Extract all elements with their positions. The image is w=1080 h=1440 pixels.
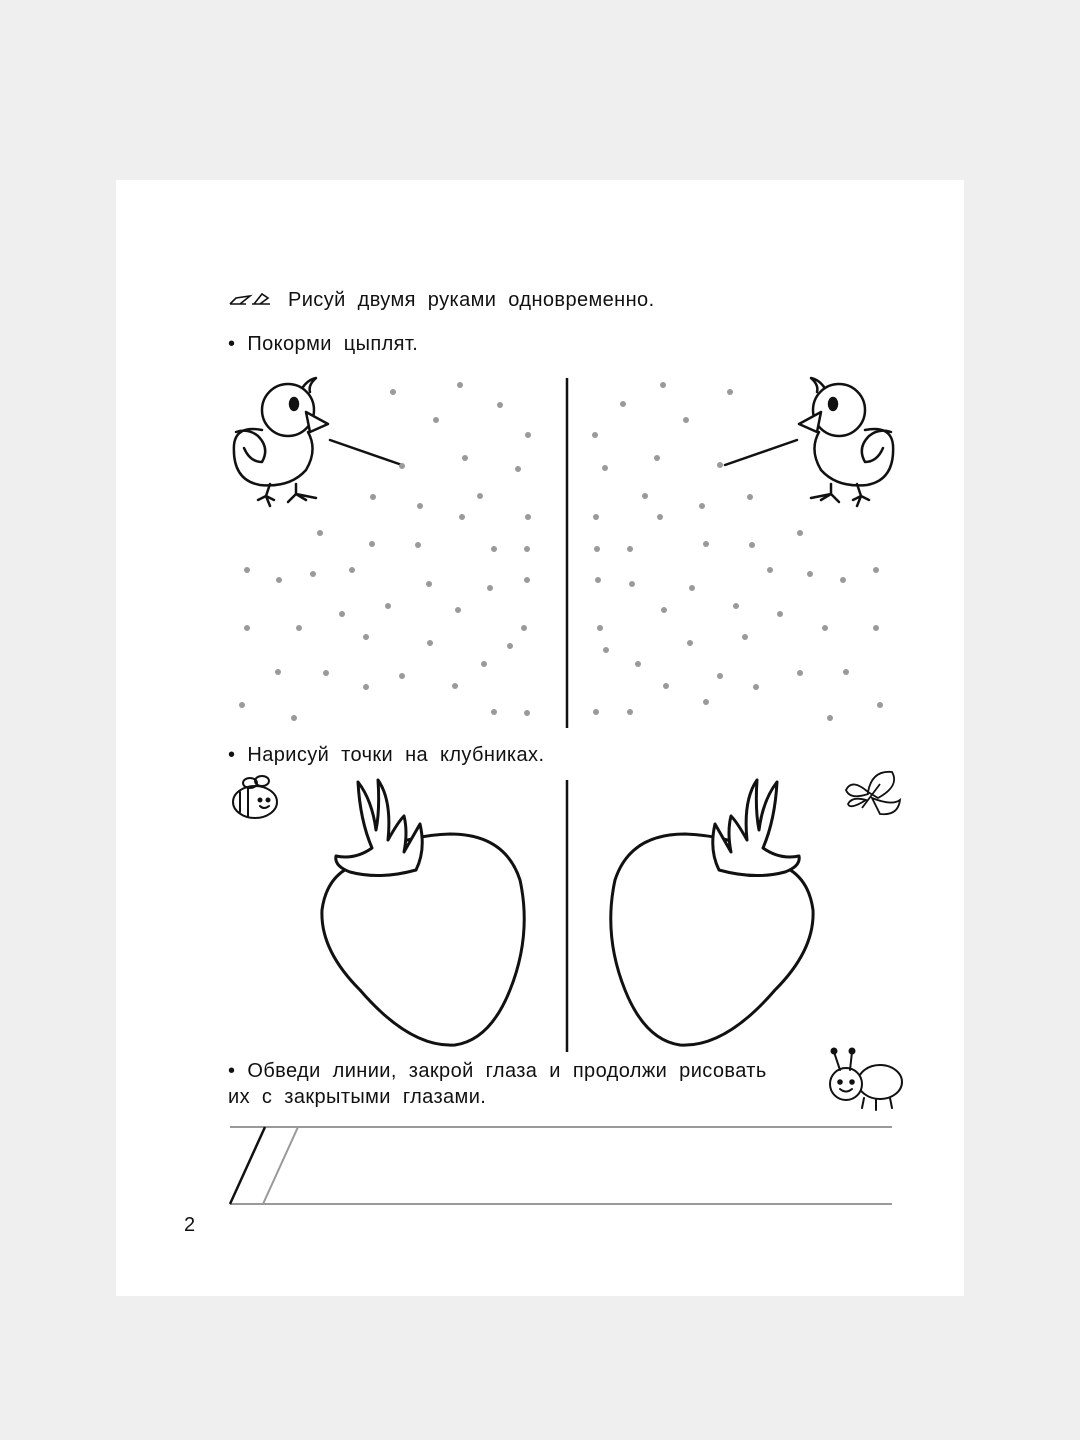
- grain-dot: [481, 661, 487, 667]
- grain-dot: [683, 417, 689, 423]
- grain-dot: [620, 401, 626, 407]
- grain-dot: [491, 546, 497, 552]
- grain-dot: [660, 382, 666, 388]
- grain-dot: [733, 603, 739, 609]
- grain-dot: [525, 432, 531, 438]
- grain-dot: [749, 542, 755, 548]
- grain-dot: [629, 581, 635, 587]
- grain-dot: [370, 494, 376, 500]
- grain-dot: [291, 715, 297, 721]
- grain-dot: [827, 715, 833, 721]
- grain-dot: [840, 577, 846, 583]
- grain-dot: [310, 571, 316, 577]
- header-instruction: Рисуй двумя руками одновременно.: [288, 289, 655, 311]
- trace-line-light: [263, 1127, 298, 1204]
- grain-dot: [593, 709, 599, 715]
- grain-dot: [487, 585, 493, 591]
- grain-dot: [417, 503, 423, 509]
- grain-dot: [843, 669, 849, 675]
- grain-dot: [385, 603, 391, 609]
- grain-dot: [873, 567, 879, 573]
- grain-dot: [873, 625, 879, 631]
- grain-dot: [524, 710, 530, 716]
- grain-dot: [459, 514, 465, 520]
- grain-dot: [777, 611, 783, 617]
- grain-dot: [455, 607, 461, 613]
- grain-dot: [363, 634, 369, 640]
- grain-dot: [654, 455, 660, 461]
- grain-dot: [594, 546, 600, 552]
- trace-line-dark: [230, 1127, 265, 1204]
- grain-dot: [399, 463, 405, 469]
- grain-dot: [452, 683, 458, 689]
- chick-icon: [725, 378, 893, 506]
- grain-dot: [593, 514, 599, 520]
- grain-dot: [525, 514, 531, 520]
- grain-dot: [497, 402, 503, 408]
- grain-dot: [426, 581, 432, 587]
- grain-dot: [717, 462, 723, 468]
- ant-icon: [830, 1049, 902, 1111]
- grain-dot: [657, 514, 663, 520]
- grain-dot: [797, 670, 803, 676]
- bee-icon: [233, 776, 277, 818]
- grain-dot: [521, 625, 527, 631]
- grain-dot: [339, 611, 345, 617]
- page-number: 2: [184, 1214, 196, 1236]
- grain-dot: [317, 530, 323, 536]
- grain-dot: [457, 382, 463, 388]
- grain-dot: [349, 567, 355, 573]
- grain-dot: [524, 546, 530, 552]
- grain-dot: [699, 503, 705, 509]
- strawberry-right: [611, 780, 813, 1045]
- grain-dot: [595, 577, 601, 583]
- grain-dot: [244, 567, 250, 573]
- grain-dot: [507, 643, 513, 649]
- grain-dot: [703, 699, 709, 705]
- grain-dot: [635, 661, 641, 667]
- grain-dot: [742, 634, 748, 640]
- grain-dot: [753, 684, 759, 690]
- grain-dot: [427, 640, 433, 646]
- grain-dot: [767, 567, 773, 573]
- grain-dot: [239, 702, 245, 708]
- grain-dot: [627, 709, 633, 715]
- grain-dot: [687, 640, 693, 646]
- grain-dot: [747, 494, 753, 500]
- grain-dot: [399, 673, 405, 679]
- grain-dot: [296, 625, 302, 631]
- grain-dot: [603, 647, 609, 653]
- grain-dot: [703, 541, 709, 547]
- grain-dot: [363, 684, 369, 690]
- grain-dot: [717, 673, 723, 679]
- task-trace-lines-label-1: • Обведи линии, закрой глаза и продолжи рисовать: [228, 1057, 767, 1085]
- chick-icon: [234, 378, 402, 506]
- grain-dot: [515, 466, 521, 472]
- grain-dot: [433, 417, 439, 423]
- grain-dot: [275, 669, 281, 675]
- task-trace-lines-label-2: их с закрытыми глазами.: [228, 1086, 487, 1108]
- grain-dot: [369, 541, 375, 547]
- grain-dot: [462, 455, 468, 461]
- strawberry-left: [322, 780, 524, 1045]
- grain-dot: [491, 709, 497, 715]
- grain-dot: [663, 683, 669, 689]
- grain-dot: [415, 542, 421, 548]
- task-feed-chicks-label: • Покорми цыплят.: [228, 330, 418, 358]
- grain-dot: [597, 625, 603, 631]
- grain-dot: [627, 546, 633, 552]
- grain-dot: [592, 432, 598, 438]
- trace-lines-area: [230, 1127, 892, 1204]
- grain-dot: [323, 670, 329, 676]
- grain-dot: [642, 493, 648, 499]
- grain-dot: [661, 607, 667, 613]
- grain-dot: [276, 577, 282, 583]
- grain-dots: [239, 382, 883, 721]
- grain-dot: [602, 465, 608, 471]
- grain-dot: [689, 585, 695, 591]
- grain-dot: [877, 702, 883, 708]
- grain-dot: [477, 493, 483, 499]
- grain-dot: [822, 625, 828, 631]
- grain-dot: [244, 625, 250, 631]
- grain-dot: [727, 389, 733, 395]
- grain-dot: [524, 577, 530, 583]
- task-strawberry-dots-label: • Нарисуй точки на клубниках.: [228, 741, 544, 769]
- grain-dot: [390, 389, 396, 395]
- grain-dot: [797, 530, 803, 536]
- butterfly-icon: [846, 772, 900, 814]
- grain-dot: [807, 571, 813, 577]
